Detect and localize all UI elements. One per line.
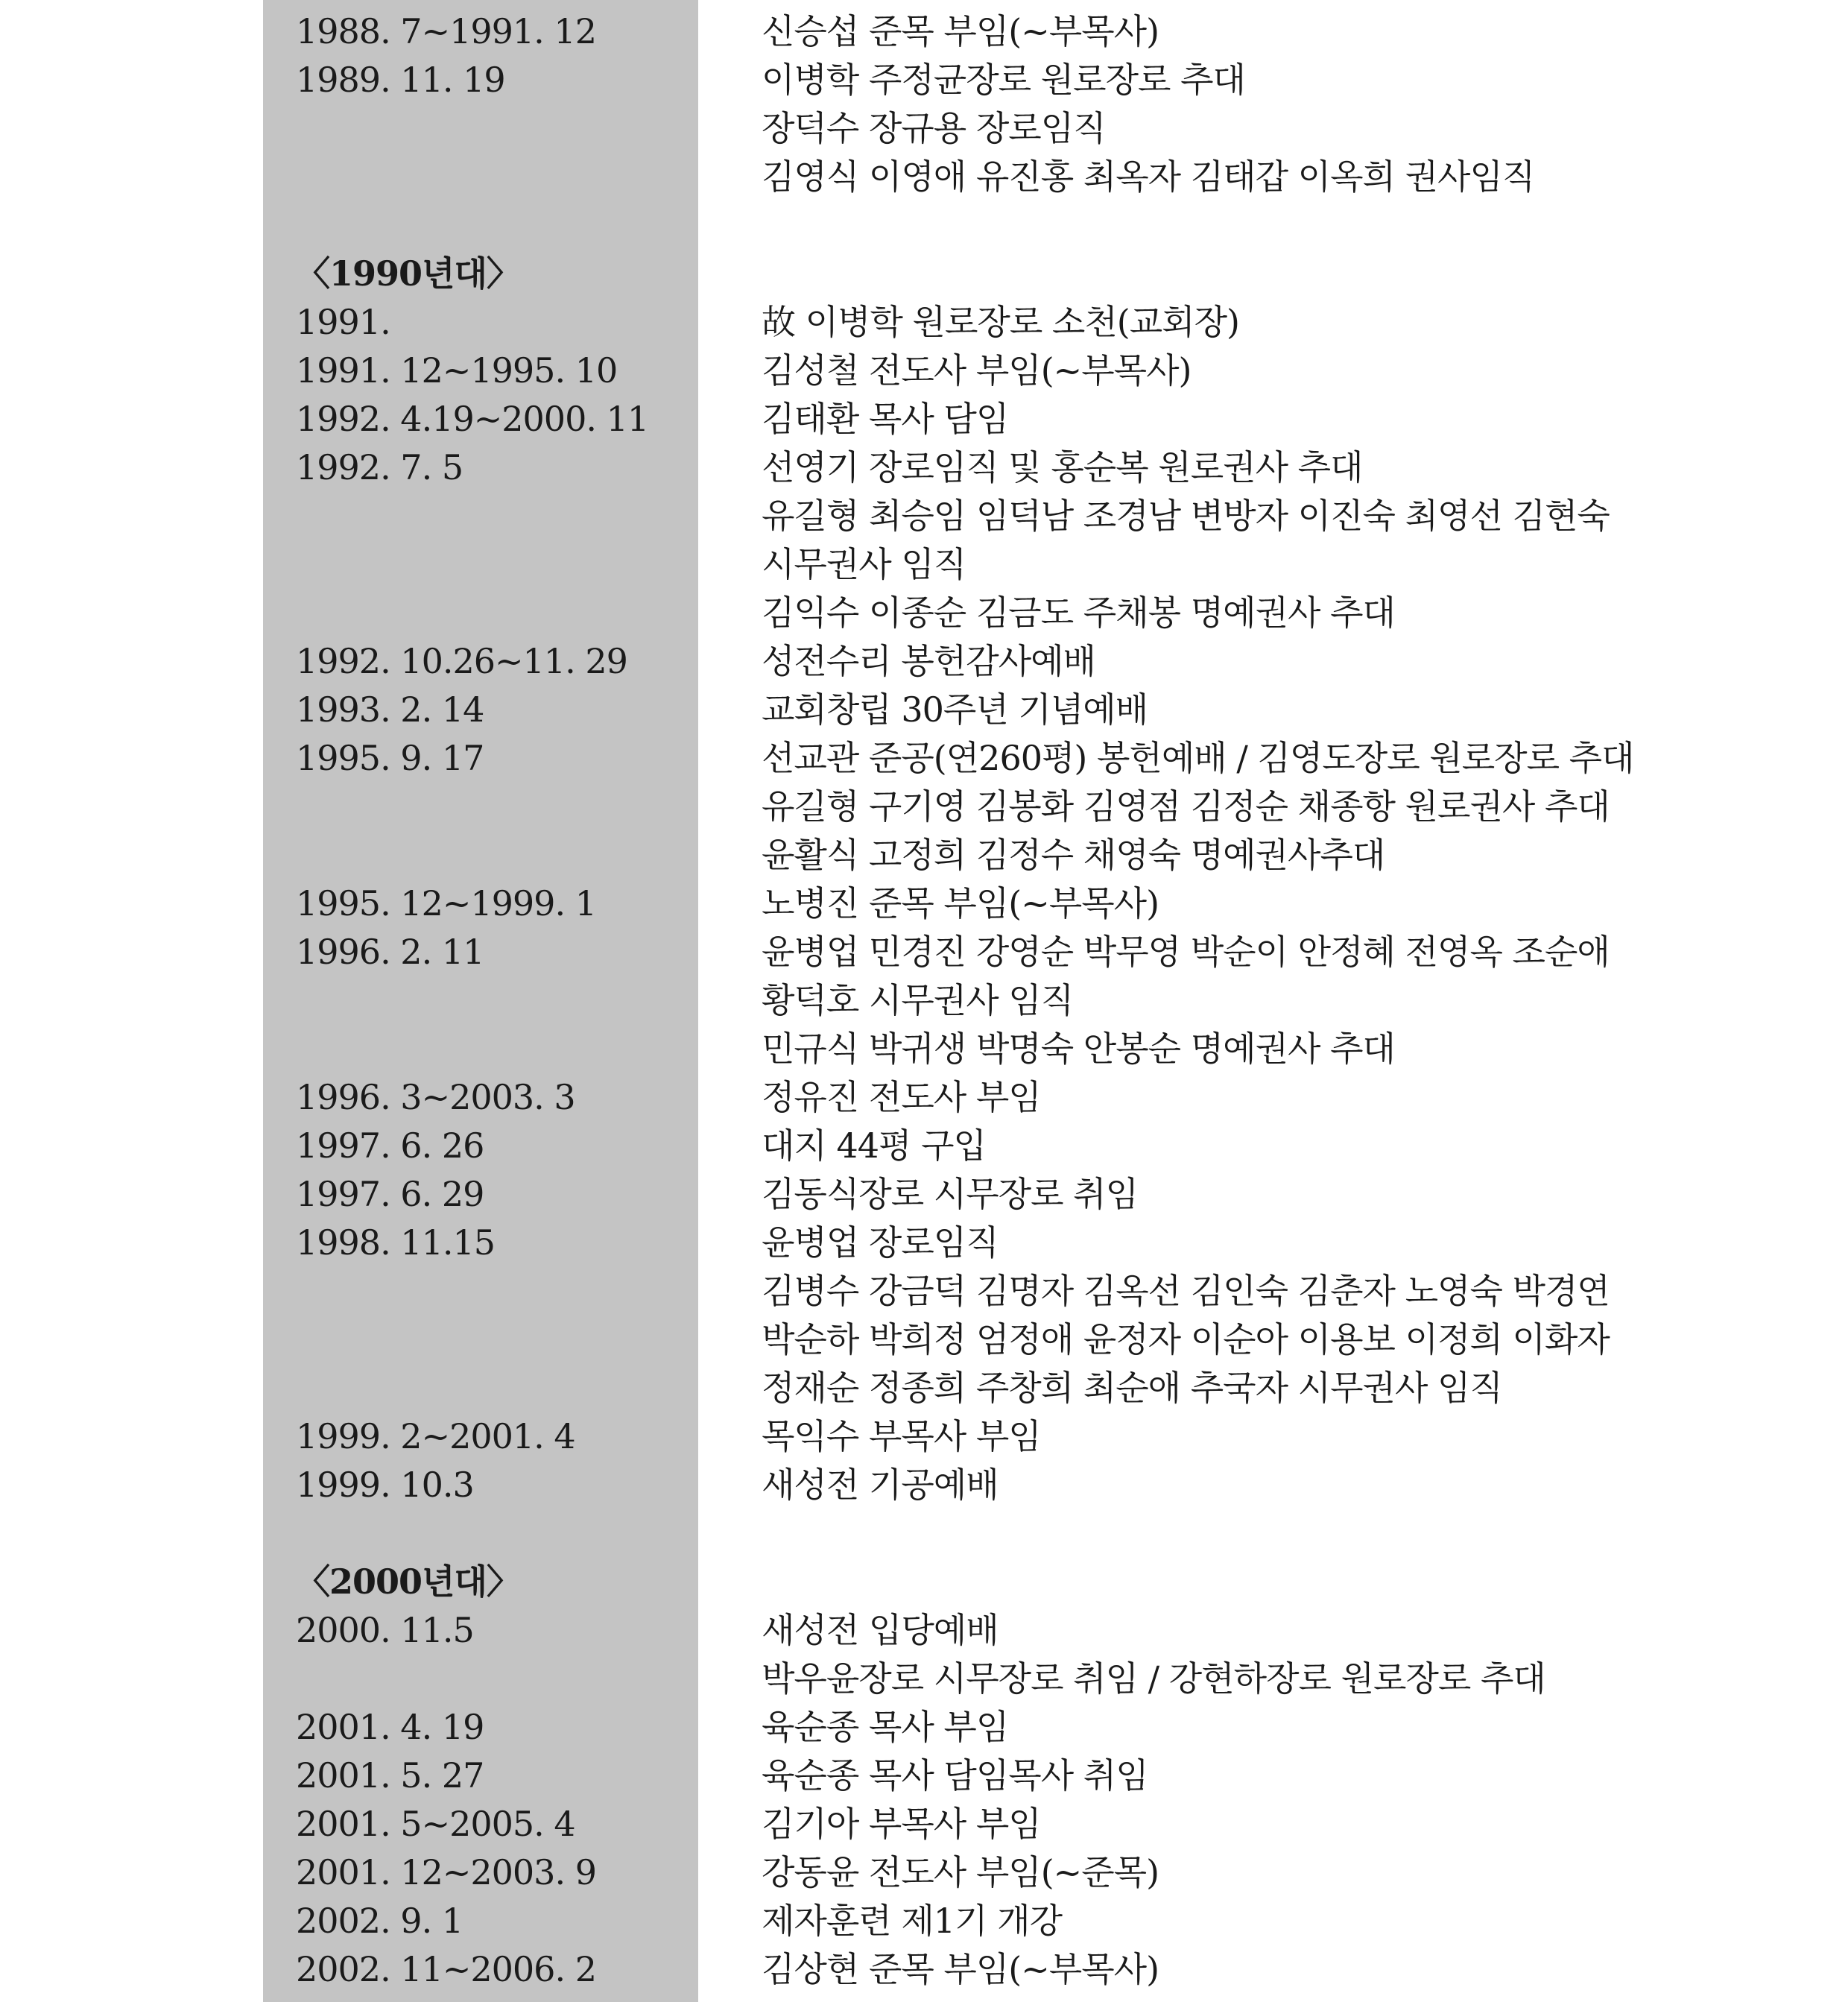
timeline-event: 유길형 최승임 임덕남 조경남 변방자 이진숙 최영선 김현숙	[762, 496, 1610, 536]
timeline-date: 1998. 11.15	[296, 1222, 495, 1263]
decade-heading: 〈2000년대〉	[296, 1562, 520, 1602]
timeline-row	[0, 1848, 1848, 1897]
timeline-row	[0, 734, 1848, 783]
timeline-date: 1992. 7. 5	[296, 447, 463, 487]
timeline-event: 윤활식 고정희 김정수 채영숙 명예권사추대	[762, 835, 1385, 875]
timeline-row	[0, 1267, 1848, 1316]
timeline-event: 故 이병학 원로장로 소천(교회장)	[762, 302, 1239, 342]
timeline-event: 정재순 정종희 주창희 최순애 추국자 시무권사 임직	[762, 1368, 1502, 1408]
timeline-event: 김성철 전도사 부임(~부목사)	[762, 350, 1192, 391]
timeline-row	[0, 7, 1848, 56]
timeline-event: 목익수 부목사 부임	[762, 1416, 1041, 1456]
timeline-event: 교회창립 30주년 기념예배	[762, 689, 1148, 730]
section-spacer	[0, 1509, 1848, 1558]
timeline-row	[0, 637, 1848, 686]
timeline-date: 2002. 9. 1	[296, 1901, 463, 1941]
timeline-row	[0, 1606, 1848, 1655]
timeline-event: 김영식 이영애 유진홍 최옥자 김태갑 이옥희 권사임직	[762, 157, 1535, 197]
timeline-row	[0, 686, 1848, 734]
timeline-date: 1989. 11. 19	[296, 60, 505, 100]
timeline-event: 강동윤 전도사 부임(~준목)	[762, 1852, 1159, 1892]
timeline-date: 1992. 10.26~11. 29	[296, 641, 627, 681]
timeline-event: 선교관 준공(연260평) 봉헌예배 / 김영도장로 원로장로 추대	[762, 738, 1634, 778]
timeline-event: 제자훈련 제1기 개강	[762, 1901, 1062, 1941]
timeline-row	[0, 1412, 1848, 1461]
timeline-event: 유길형 구기영 김봉화 김영점 김정순 채종항 원로권사 추대	[762, 786, 1610, 827]
timeline-date: 2002. 11~2006. 2	[296, 1949, 596, 1989]
timeline-row	[0, 1461, 1848, 1509]
timeline-row	[0, 1800, 1848, 1848]
timeline-row	[0, 976, 1848, 1025]
timeline-event: 민규식 박귀생 박명숙 안봉순 명예권사 추대	[762, 1029, 1395, 1069]
timeline-date: 1999. 10.3	[296, 1465, 474, 1505]
timeline-row	[0, 1897, 1848, 1945]
decade-heading-row	[0, 250, 1848, 298]
timeline-event: 이병학 주정균장로 원로장로 추대	[762, 60, 1245, 100]
timeline-row	[0, 1073, 1848, 1122]
timeline-row	[0, 492, 1848, 540]
church-history-timeline	[0, 7, 1848, 1994]
timeline-date: 1995. 12~1999. 1	[296, 883, 596, 923]
decade-heading: 〈1990년대〉	[296, 253, 520, 294]
timeline-event: 성전수리 봉헌감사예배	[762, 641, 1095, 681]
timeline-event: 김기아 부목사 부임	[762, 1804, 1041, 1844]
timeline-event: 시무권사 임직	[762, 544, 966, 584]
timeline-event: 윤병업 장로임직	[762, 1222, 999, 1263]
timeline-row	[0, 589, 1848, 637]
timeline-row	[0, 1364, 1848, 1412]
timeline-row	[0, 1752, 1848, 1800]
timeline-event: 박우윤장로 시무장로 취임 / 강현하장로 원로장로 추대	[762, 1658, 1545, 1699]
timeline-row	[0, 1025, 1848, 1073]
timeline-date: 1988. 7~1991. 12	[296, 11, 596, 51]
timeline-row	[0, 1316, 1848, 1364]
timeline-row	[0, 783, 1848, 831]
timeline-date: 1997. 6. 26	[296, 1125, 484, 1166]
timeline-date: 2001. 5~2005. 4	[296, 1804, 575, 1844]
timeline-date: 2001. 12~2003. 9	[296, 1852, 596, 1892]
timeline-date: 2001. 5. 27	[296, 1755, 484, 1796]
timeline-date: 1997. 6. 29	[296, 1174, 484, 1214]
timeline-row	[0, 1219, 1848, 1267]
timeline-event: 정유진 전도사 부임	[762, 1077, 1041, 1117]
timeline-date: 2000. 11.5	[296, 1610, 474, 1650]
timeline-event: 김태환 목사 담임	[762, 399, 1009, 439]
timeline-event: 노병진 준목 부임(~부목사)	[762, 883, 1159, 923]
timeline-row	[0, 1170, 1848, 1219]
timeline-row	[0, 540, 1848, 589]
timeline-event: 선영기 장로임직 및 홍순복 원로권사 추대	[762, 447, 1363, 487]
section-spacer	[0, 201, 1848, 250]
timeline-row	[0, 56, 1848, 104]
timeline-date: 1991.	[296, 302, 390, 342]
timeline-row	[0, 1122, 1848, 1170]
timeline-date: 1995. 9. 17	[296, 738, 484, 778]
timeline-row	[0, 104, 1848, 153]
timeline-event: 김동식장로 시무장로 취임	[762, 1174, 1139, 1214]
timeline-row	[0, 1945, 1848, 1994]
timeline-event: 장덕수 장규용 장로임직	[762, 108, 1106, 148]
timeline-date: 1992. 4.19~2000. 11	[296, 399, 649, 439]
timeline-event: 육순종 목사 부임	[762, 1707, 1009, 1747]
timeline-event: 대지 44평 구입	[762, 1125, 986, 1166]
timeline-row	[0, 831, 1848, 880]
timeline-event: 박순하 박희정 엄정애 윤정자 이순아 이용보 이정희 이화자	[762, 1319, 1610, 1360]
timeline-row	[0, 395, 1848, 443]
timeline-row	[0, 153, 1848, 201]
timeline-row	[0, 298, 1848, 347]
timeline-event: 김상현 준목 부임(~부목사)	[762, 1949, 1159, 1989]
timeline-row	[0, 880, 1848, 928]
timeline-row	[0, 1703, 1848, 1752]
timeline-event: 윤병업 민경진 강영순 박무영 박순이 안정혜 전영옥 조순애	[762, 932, 1610, 972]
timeline-event: 김병수 강금덕 김명자 김옥선 김인숙 김춘자 노영숙 박경연	[762, 1271, 1610, 1311]
timeline-event: 새성전 입당예배	[762, 1610, 999, 1650]
timeline-event: 육순종 목사 담임목사 취임	[762, 1755, 1148, 1796]
timeline-event: 신승섭 준목 부임(~부목사)	[762, 11, 1159, 51]
timeline-row	[0, 1655, 1848, 1703]
decade-heading-row	[0, 1558, 1848, 1606]
timeline-date: 2001. 4. 19	[296, 1707, 484, 1747]
timeline-event: 황덕호 시무권사 임직	[762, 980, 1074, 1020]
timeline-date: 1999. 2~2001. 4	[296, 1416, 575, 1456]
timeline-event: 김익수 이종순 김금도 주채봉 명예권사 추대	[762, 593, 1395, 633]
timeline-date: 1996. 3~2003. 3	[296, 1077, 575, 1117]
timeline-date: 1996. 2. 11	[296, 932, 484, 972]
timeline-event: 새성전 기공예배	[762, 1465, 999, 1505]
timeline-date: 1991. 12~1995. 10	[296, 350, 618, 391]
timeline-row	[0, 928, 1848, 976]
timeline-row	[0, 443, 1848, 492]
timeline-date: 1993. 2. 14	[296, 689, 484, 730]
timeline-row	[0, 347, 1848, 395]
